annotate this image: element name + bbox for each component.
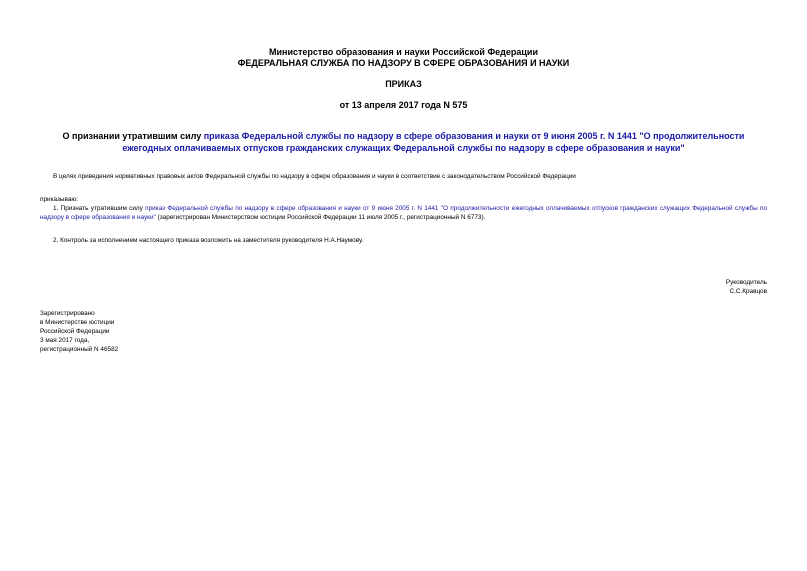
document-date-number: от 13 апреля 2017 года N 575	[339, 100, 468, 110]
item-1-paragraph	[40, 204, 767, 222]
title-link-order-1441[interactable]: приказа Федеральной службы по надзору в сфере образования и науки от 9 июня 2005 г. N 1441 "О продолжительности ежегодных оплачиваемых отпусков гражданских служащих Федеральной службы по надзору в сфере образования и науки"	[122, 131, 745, 153]
registration-block	[40, 309, 118, 354]
registration-line-5: регистрационный N 46582	[40, 346, 119, 353]
signature-position: Руководитель	[725, 279, 767, 286]
service-name: ФЕДЕРАЛЬНАЯ СЛУЖБА ПО НАДЗОРУ В СФЕРЕ ОБРАЗОВАНИЯ И НАУКИ	[237, 58, 570, 68]
registration-line-3: Российской Федерации	[40, 328, 110, 335]
item-1-suffix: (зарегистрирован Министерством юстиции Российской Федерации 11 июля 2005 г., регистрационный N 6773).	[155, 214, 486, 221]
ministry-name: Министерство образования и науки Российской Федерации	[269, 47, 538, 57]
title-prefix: О признании утратившим силу	[62, 131, 204, 141]
signature-name: С.С.Кравцов	[729, 288, 767, 295]
document-title	[40, 130, 767, 154]
document-type: ПРИКАЗ	[385, 79, 422, 89]
registration-line-4: 3 мая 2017 года,	[40, 337, 90, 344]
registration-line-2: в Министерстве юстиции	[40, 319, 115, 326]
order-word: приказываю:	[40, 196, 78, 203]
item-2-paragraph: 2. Контроль за исполнением настоящего приказа возложить на заместителя руководителя Н.А.Наумову.	[53, 237, 364, 244]
item-1-link-order-1441[interactable]: приказ Федеральной службы по надзору в сфере образования и науки от 9 июня 2005 г. N 1441 "О продолжительности ежегодных оплачиваемых отпусков гражданских служащих Федеральной службы по надзору в сфере образования и науки"	[40, 205, 768, 221]
registration-line-1: Зарегистрировано	[40, 310, 95, 317]
item-1-prefix: 1. Признать утратившим силу	[53, 205, 146, 212]
intro-paragraph: В целях приведения нормативных правовых актов Федеральной службы по надзору в сфере образования и науки в соответствие с законодательством Российской Федерации	[53, 173, 576, 180]
